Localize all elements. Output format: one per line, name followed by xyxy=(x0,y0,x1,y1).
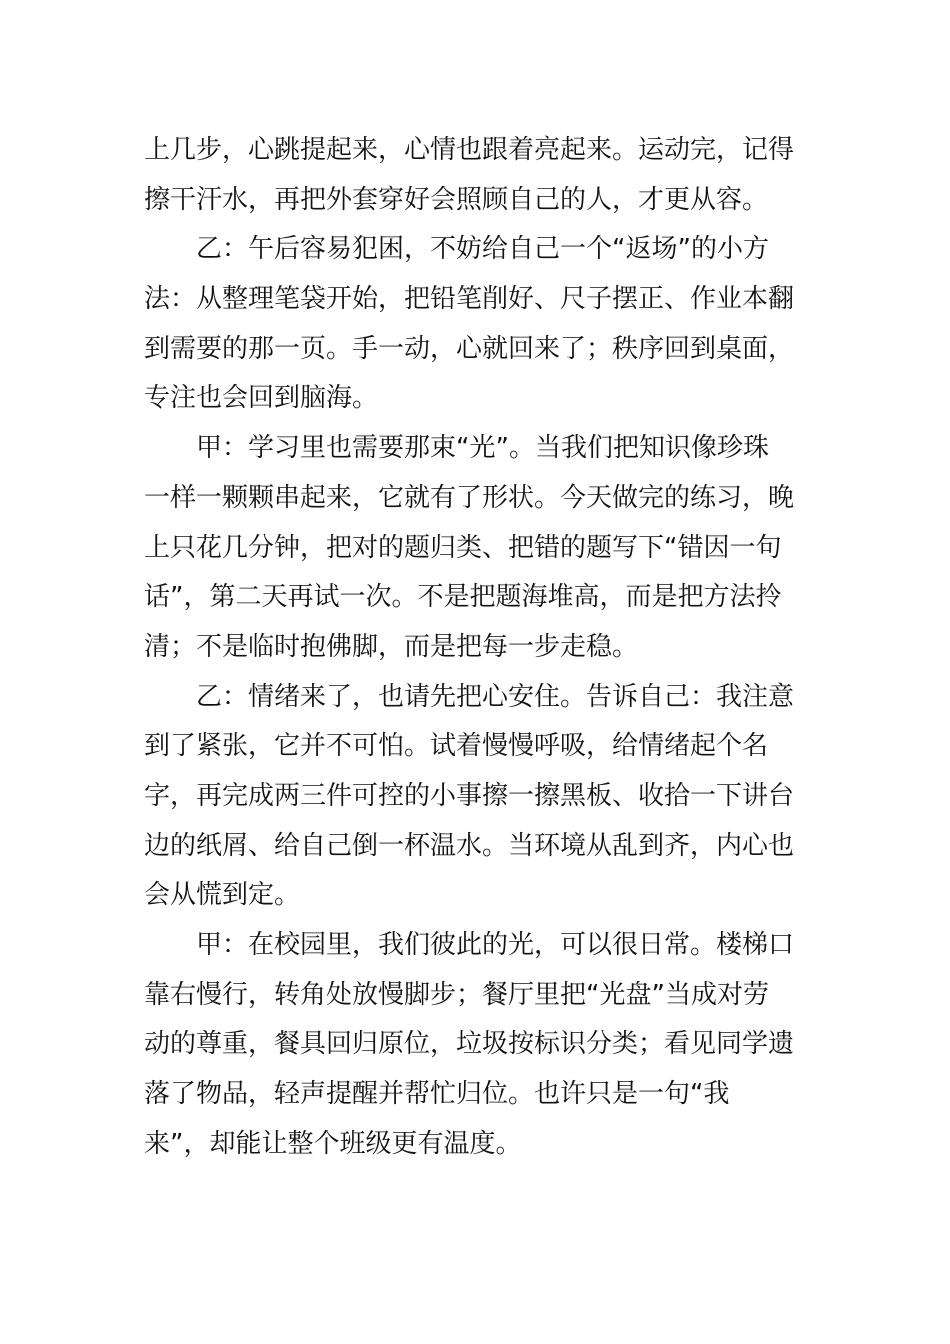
text-line: 字，再完成两三件可控的小事擦一擦黑板、收拾一下讲台 xyxy=(144,780,795,811)
paragraph-start-line: 甲：在校园里，我们彼此的光，可以很日常。楼梯口 xyxy=(196,930,795,960)
text-line: 边的纸屑、给自己倒一杯温水。当环境从乱到齐，内心也 xyxy=(144,830,795,861)
text-line: 到了紧张，它并不可怕。试着慢慢呼吸，给情绪起个名 xyxy=(144,731,769,762)
text-line: 擦干汗水，再把外套穿好会照顾自己的人，才更从容。 xyxy=(144,184,769,215)
text-line: 上只花几分钟，把对的题归类、把错的题写下“错因一句 xyxy=(144,532,782,563)
paragraph-start-line: 甲：学习里也需要那束“光”。当我们把知识像珍珠 xyxy=(196,433,769,464)
text-line: 动的尊重，餐具回归原位，垃圾按标识分类；看见同学遗 xyxy=(144,1029,795,1060)
text-line: 到需要的那一页。手一动，心就回来了；秩序回到桌面， xyxy=(144,333,795,364)
text-line: 会从慌到定。 xyxy=(144,880,301,911)
text-line: 话”，第二天再试一次。不是把题海堆高，而是把方法拎 xyxy=(144,582,782,613)
paragraph-start-line: 乙：情绪来了，也请先把心安住。告诉自己：我注意 xyxy=(196,681,795,712)
text-line: 靠右慢行，转角处放慢脚步；餐厅里把“光盘”当成对劳 xyxy=(144,979,769,1010)
text-line: 一样一颗颗串起来，它就有了形状。今天做完的练习，晚 xyxy=(144,482,795,513)
text-line: 法：从整理笔袋开始，把铅笔削好、尺子摆正、作业本翻 xyxy=(144,284,795,315)
text-line: 上几步，心跳提起来，心情也跟着亮起来。运动完，记得 xyxy=(144,135,795,165)
text-line: 专注也会回到脑海。 xyxy=(144,383,379,414)
text-line: 来”，却能让整个班级更有温度。 xyxy=(144,1128,522,1159)
paragraph-start-line: 乙：午后容易犯困，不妨给自己一个“返场”的小方 xyxy=(196,234,769,265)
body-text xyxy=(144,126,804,1169)
text-line: 落了物品，轻声提醒并帮忙归位。也许只是一句“我 xyxy=(144,1079,730,1110)
text-line: 清；不是临时抱佛脚，而是把每一步走稳。 xyxy=(144,631,639,662)
